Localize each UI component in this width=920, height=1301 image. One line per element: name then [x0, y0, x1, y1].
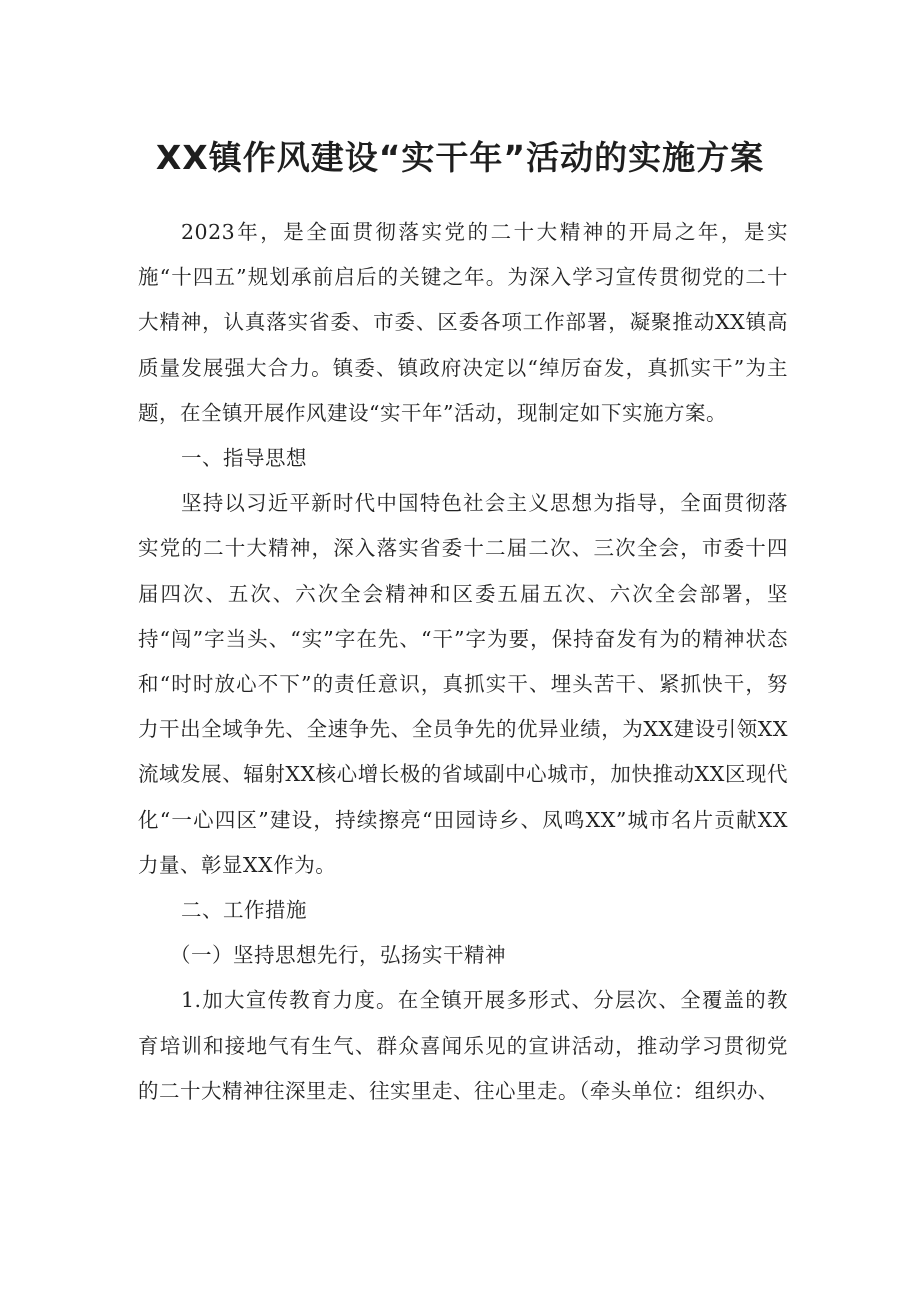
- guiding-ideology-paragraph: 坚持以习近平新时代中国特色社会主义思想为指导，全面贯彻落实党的二十大精神，深入落实省委十二届二次、三次全会，市委十四届四次、五次、六次全会精神和区委五届五次、六次全会部署，坚持“闯”字当头、“实”字在先、“干”字为要，保持奋发有为的精神状态和“时时放心不下”的责任意识，真抓实干、埋头苦干、紧抓快干，努力干出全域争先、全速争先、全员争先的优异业绩，为XX建设引领XX流域发展、辐射XX核心增长极的省域副中心城市，加快推动XX区现代化“一心四区”建设，持续擦亮“田园诗乡、凤鸣XX”城市名片贡献XX力量、彰显XX作为。: [138, 491, 788, 877]
- intro-paragraph: 2023年，是全面贯彻落实党的二十大精神的开局之年，是实施“十四五”规划承前启后的关键之年。为深入学习宣传贯彻党的二十大精神，认真落实省委、市委、区委各项工作部署，凝聚推动XX镇高质量发展强大合力。镇委、镇政府决定以“绰厉奋发，真抓实干”为主题，在全镇开展作风建设“实干年”活动，现制定如下实施方案。: [138, 220, 788, 425]
- section-heading-work-measures: 二、工作措施: [181, 898, 307, 923]
- section-heading-guiding-ideology: 一、指导思想: [181, 446, 307, 471]
- measure-item-1-paragraph: 1.加大宣传教育力度。在全镇开展多形式、分层次、全覆盖的教育培训和接地气有生气、群众喜闻乐见的宣讲活动，推动学习贯彻党的二十大精神往深里走、往实里走、往心里走。（牵头单位：组织办、: [138, 988, 788, 1103]
- document-body: [138, 210, 788, 1114]
- document-title: XX镇作风建设“实干年”活动的实施方案: [155, 138, 765, 177]
- subsection-heading-thought-first: （一）坚持思想先行，弘扬实干精神: [170, 943, 506, 968]
